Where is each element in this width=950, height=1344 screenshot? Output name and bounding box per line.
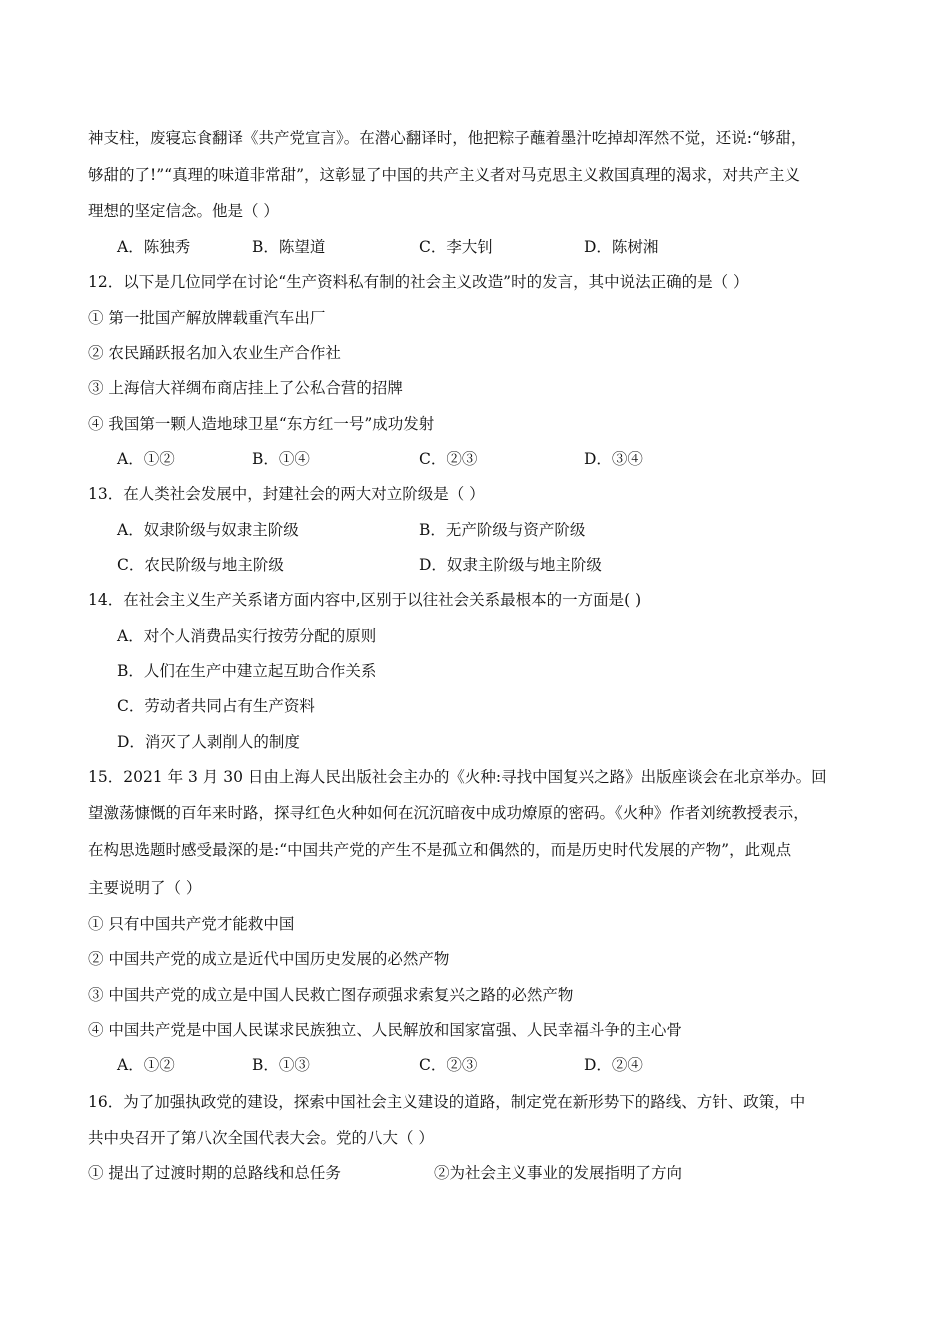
q12-item-3: ③ 上海信大祥绸布商店挂上了公私合营的招牌 (88, 379, 403, 397)
q14-option-a: A．对个人消费品实行按劳分配的原则 (117, 627, 377, 645)
q15-text-line-4: 主要说明了（ ） (88, 879, 202, 897)
q11-option-a: A．陈独秀 (117, 238, 191, 256)
q15-text-line-2: 望激荡慷慨的百年来时路，探寻红色火种如何在沉沉暗夜中成功燎原的密码。《火种》作者刘统教授表示， (88, 804, 809, 822)
q13-stem: 13．在人类社会发展中，封建社会的两大对立阶级是（ ） (88, 485, 485, 503)
q15-item-3: ③ 中国共产党的成立是中国人民救亡图存顽强求索复兴之路的必然产物 (88, 986, 574, 1004)
q12-option-c: C．②③ (419, 450, 478, 468)
q15-item-4: ④ 中国共产党是中国人民谋求民族独立、人民解放和国家富强、人民幸福斗争的主心骨 (88, 1021, 682, 1039)
q13-option-d: D．奴隶主阶级与地主阶级 (419, 556, 602, 574)
q14-option-c: C．劳动者共同占有生产资料 (117, 697, 315, 715)
q12-option-b: B．①④ (252, 450, 310, 468)
q15-text-line-3: 在构思选题时感受最深的是:“中国共产党的产生不是孤立和偶然的，而是历史时代发展的产物”，此观点 (88, 841, 792, 859)
q12-item-4: ④ 我国第一颗人造地球卫星“东方红一号”成功发射 (88, 415, 435, 433)
q15-item-2: ② 中国共产党的成立是近代中国历史发展的必然产物 (88, 950, 450, 968)
q15-option-c: C．②③ (419, 1056, 478, 1074)
q11-text-line-3: 理想的坚定信念。他是（ ） (88, 202, 279, 220)
q13-option-a: A．奴隶阶级与奴隶主阶级 (117, 521, 299, 539)
q16-text-line-2: 共中央召开了第八次全国代表大会。党的八大（ ） (88, 1129, 434, 1147)
q15-text-line-1: 15．2021 年 3 月 30 日由上海人民出版社会主办的《火种:寻找中国复兴之路》出版座谈会在北京举办。回 (88, 768, 827, 786)
q11-text-line-2: 够甜的了!”“真理的味道非常甜”，这彰显了中国的共产主义者对马克思主义救国真理的渴求，对共产主义 (88, 166, 801, 184)
q12-option-a: A．①② (117, 450, 175, 468)
q15-option-a: A．①② (117, 1056, 175, 1074)
q12-item-1: ① 第一批国产解放牌载重汽车出厂 (88, 309, 326, 327)
q12-option-d: D．③④ (584, 450, 643, 468)
q16-text-line-1: 16．为了加强执政党的建设，探索中国社会主义建设的道路，制定党在新形势下的路线、方针、政策，中 (88, 1093, 806, 1111)
q15-option-d: D．②④ (584, 1056, 643, 1074)
q14-option-b: B．人们在生产中建立起互助合作关系 (117, 662, 377, 680)
q12-stem: 12．以下是几位同学在讨论“生产资料私有制的社会主义改造”时的发言，其中说法正确的是（ ） (88, 273, 749, 291)
q11-option-b: B．陈望道 (252, 238, 326, 256)
q14-stem: 14．在社会主义生产关系诸方面内容中,区别于以往社会关系最根本的一方面是( ) (88, 591, 642, 609)
q11-option-c: C．李大钊 (419, 238, 493, 256)
q15-option-b: B．①③ (252, 1056, 310, 1074)
q14-option-d: D．消灭了人剥削人的制度 (117, 733, 300, 751)
q11-text-line-1: 神支柱，废寝忘食翻译《共产党宣言》。在潜心翻译时，他把粽子蘸着墨汁吃掉却浑然不觉，还说:“够甜， (88, 129, 807, 147)
q13-option-b: B．无产阶级与资产阶级 (419, 521, 586, 539)
q15-item-1: ① 只有中国共产党才能救中国 (88, 915, 295, 933)
q16-item-2: ②为社会主义事业的发展指明了方向 (434, 1164, 683, 1182)
q16-item-1: ① 提出了过渡时期的总路线和总任务 (88, 1164, 341, 1182)
q12-item-2: ② 农民踊跃报名加入农业生产合作社 (88, 344, 341, 362)
q13-option-c: C．农民阶级与地主阶级 (117, 556, 284, 574)
q11-option-d: D．陈树湘 (584, 238, 659, 256)
